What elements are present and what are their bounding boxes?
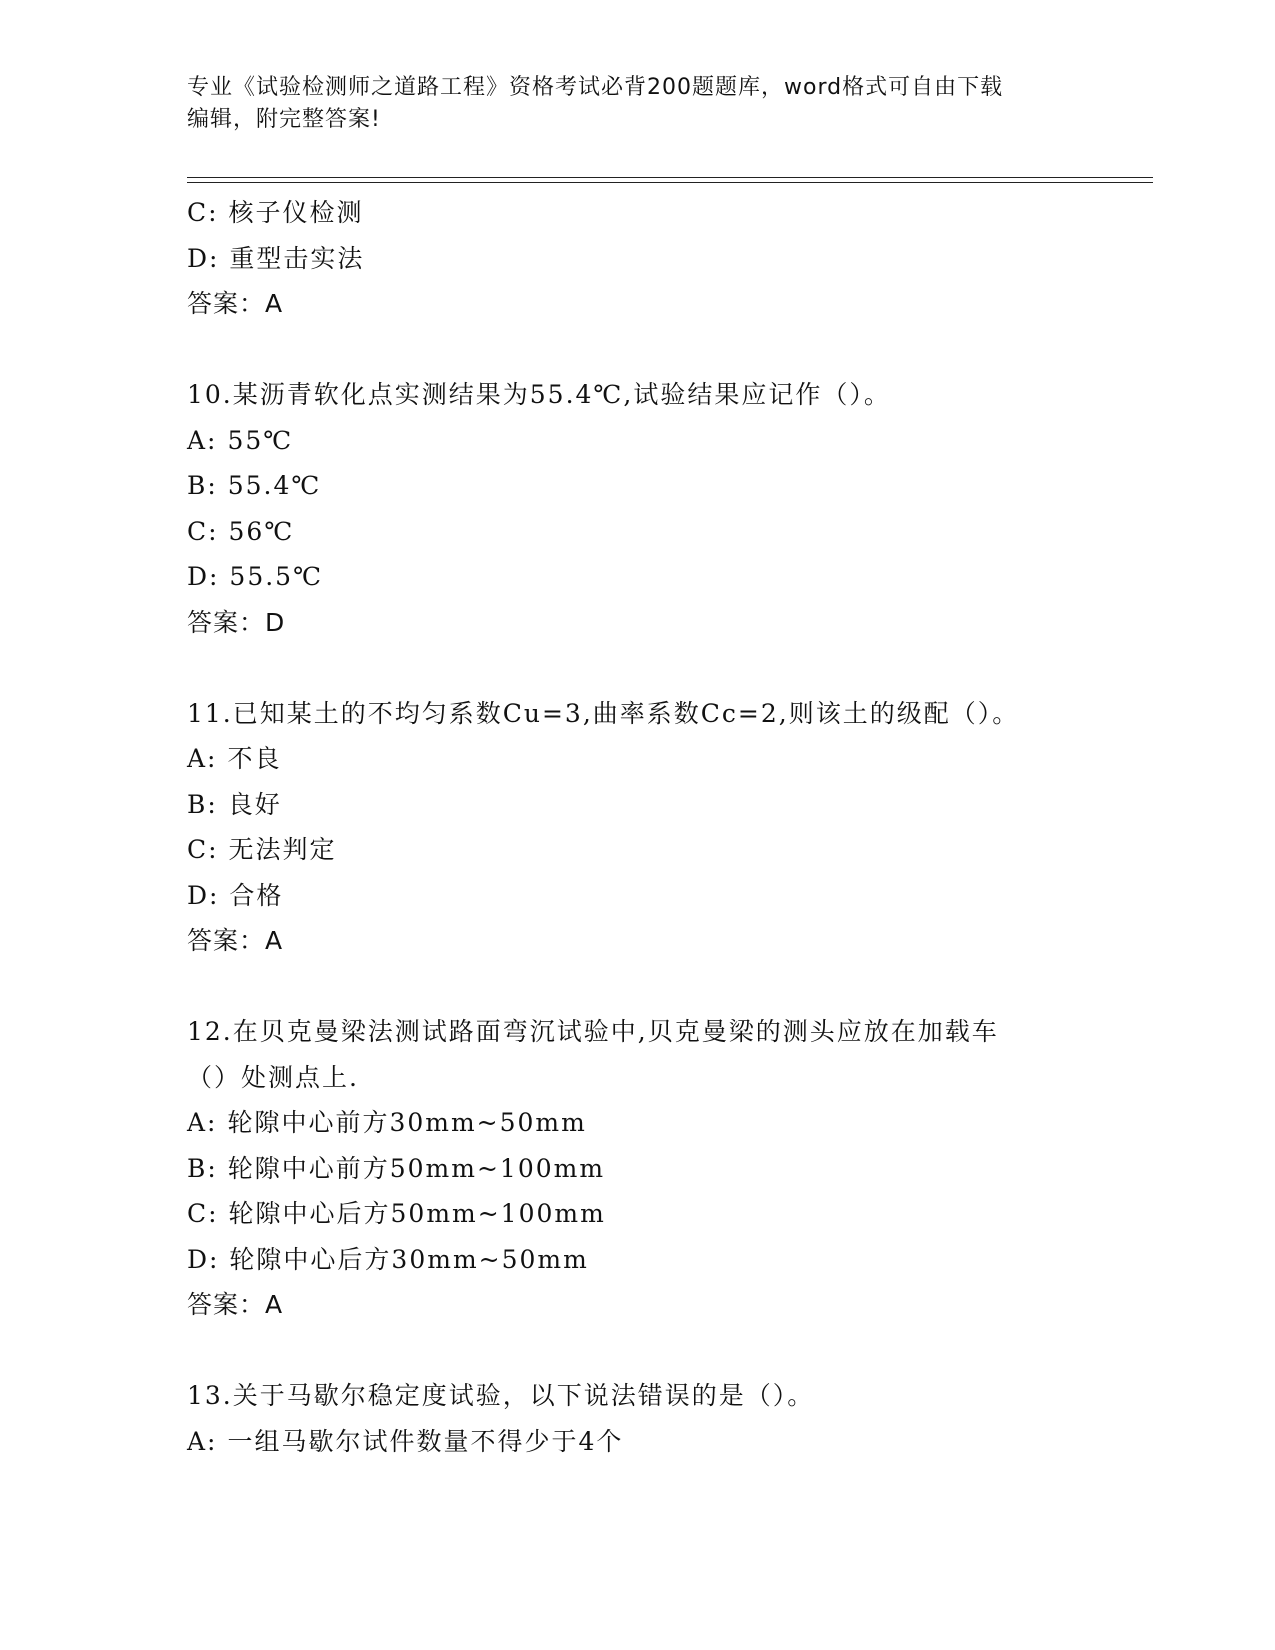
- option-c: C: 无法判定: [187, 835, 337, 864]
- question-9-continued: [187, 190, 1087, 327]
- option-c: C: 56℃: [187, 516, 295, 546]
- header-divider-top: [187, 177, 1153, 178]
- question-list: [187, 190, 1087, 1464]
- question-stem: 13.关于马歇尔稳定度试验，以下说法错误的是（）。: [187, 1381, 815, 1410]
- page-header: [187, 72, 1087, 136]
- option-b: B: 良好: [187, 789, 282, 819]
- spacer: [187, 327, 1087, 373]
- option-a: A: 一组马歇尔试件数量不得少于4个: [187, 1426, 624, 1456]
- spacer: [187, 964, 1087, 1010]
- answer: 答案：A: [187, 289, 284, 318]
- option-d: D: 轮隙中心后方30mm~50mm: [187, 1244, 589, 1274]
- option-b: B: 55.4℃: [187, 471, 322, 500]
- question-stem-line2: （）处测点上.: [187, 1062, 359, 1092]
- spacer: [187, 645, 1087, 691]
- option-b: B: 轮隙中心前方50mm~100mm: [187, 1153, 606, 1183]
- option-a: A: 不良: [187, 744, 282, 773]
- option-d: D: 55.5℃: [187, 562, 324, 591]
- question-stem: 10.某沥青软化点实测结果为55.4℃,试验结果应记作（）。: [187, 380, 891, 409]
- option-d: D: 重型击实法: [187, 243, 365, 273]
- question-10: [187, 372, 1087, 645]
- question-stem: 11.已知某土的不均匀系数Cu=3,曲率系数Cc=2,则该土的级配（）。: [187, 698, 1020, 728]
- question-13: [187, 1373, 1087, 1464]
- option-d: D: 合格: [187, 880, 284, 910]
- question-stem-line1: 12.在贝克曼梁法测试路面弯沉试验中,贝克曼梁的测头应放在加载车: [187, 1017, 999, 1046]
- answer: 答案：D: [187, 607, 286, 637]
- answer: 答案：A: [187, 926, 284, 955]
- question-12: [187, 1009, 1087, 1328]
- spacer: [187, 1328, 1087, 1374]
- question-11: [187, 691, 1087, 964]
- option-a: A: 55℃: [187, 425, 294, 455]
- header-title-line1: 专业《试验检测师之道路工程》资格考试必背200题题库，word格式可自由下载: [187, 75, 1004, 100]
- answer: 答案：A: [187, 1290, 284, 1319]
- option-c: C: 轮隙中心后方50mm~100mm: [187, 1199, 606, 1228]
- option-c: C: 核子仪检测: [187, 198, 364, 227]
- header-divider-bottom: [187, 182, 1153, 183]
- option-a: A: 轮隙中心前方30mm~50mm: [187, 1108, 587, 1137]
- header-title-line2: 编辑，附完整答案!: [187, 107, 381, 132]
